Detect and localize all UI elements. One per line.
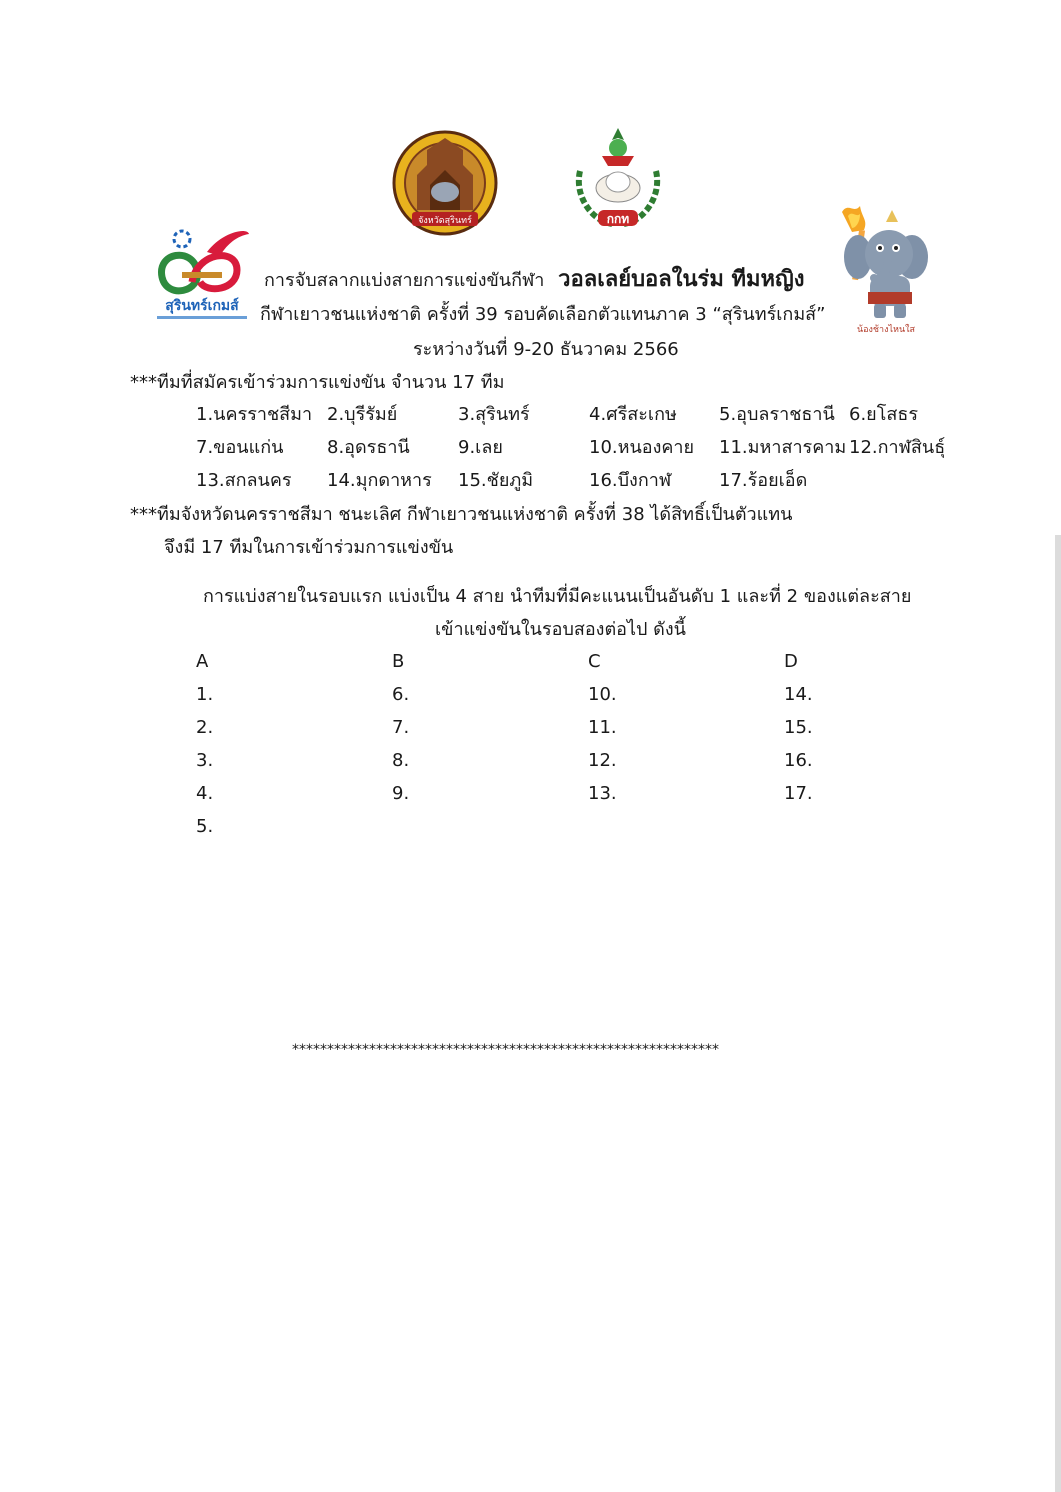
group-header: B (392, 651, 405, 672)
note-line-2: จึงมี 17 ทีมในการเข้าร่วมการแข่งขัน (164, 537, 454, 558)
teams-intro: ***ทีมที่สมัครเข้าร่วมการแข่งขัน จำนวน 17 ทีม (130, 372, 505, 393)
footer-separator: ************************************************************* (292, 1042, 719, 1058)
team-item: 3.สุรินทร์ (458, 404, 530, 425)
team-item: 14.มุกดาหาร (327, 470, 432, 491)
team-item: 9.เลย (458, 437, 503, 458)
note-line-1: ***ทีมจังหวัดนครราชสีมา ชนะเลิศ กีฬาเยาวชนแห่งชาติ ครั้งที่ 38 ได้สิทธิ์เป็นตัวแทน (130, 504, 793, 525)
team-item: 11.มหาสารคาม (719, 437, 847, 458)
groups-intro-line-2: เข้าแข่งขันในรอบสองต่อไป ดังนี้ (435, 619, 686, 640)
team-item: 16.บึงกาฬ (589, 470, 672, 491)
group-slot: 9. (392, 783, 410, 804)
title-line (264, 268, 805, 293)
group-slot: 11. (588, 717, 617, 738)
mascot-elephant (834, 202, 932, 337)
games-logo-text: สุรินทร์เกมส์ (165, 298, 239, 314)
team-item: 13.สกลนคร (196, 470, 292, 491)
group-slot: 2. (196, 717, 214, 738)
group-slot: 16. (784, 750, 813, 771)
team-item: 5.อุบลราชธานี (719, 404, 835, 425)
team-item: 1.นครราชสีมา (196, 404, 313, 425)
scrollbar[interactable] (1055, 535, 1061, 1492)
team-item: 15.ชัยภูมิ (458, 470, 534, 491)
group-header: A (196, 651, 209, 672)
surin-province-seal (392, 130, 498, 236)
group-slot: 7. (392, 717, 410, 738)
team-item: 7.ขอนแก่น (196, 437, 284, 458)
sat-logo (572, 126, 664, 234)
team-item: 12.กาฬสินธุ์ (849, 437, 946, 458)
group-slot: 5. (196, 816, 214, 837)
title-bold: วอลเลย์บอลในร่ม ทีมหญิง (558, 267, 805, 292)
group-slot: 15. (784, 717, 813, 738)
province-seal-text: จังหวัดสุรินทร์ (418, 216, 472, 226)
team-item: 4.ศรีสะเกษ (589, 404, 677, 425)
mascot-caption: น้องช้างไหนใส (856, 325, 916, 335)
groups-intro-line-1: การแบ่งสายในรอบแรก แบ่งเป็น 4 สาย นำทีมที่มีคะแนนเป็นอันดับ 1 และที่ 2 ของแต่ละสาย (203, 586, 912, 607)
team-item: 8.อุดรธานี (327, 437, 410, 458)
group-slot: 10. (588, 684, 617, 705)
group-slot: 6. (392, 684, 410, 705)
surin-games-logo (152, 222, 252, 327)
group-slot: 13. (588, 783, 617, 804)
group-slot: 14. (784, 684, 813, 705)
sat-logo-text: กกท (606, 212, 630, 226)
team-item: 2.บุรีรัมย์ (327, 404, 398, 425)
group-slot: 3. (196, 750, 214, 771)
team-item: 17.ร้อยเอ็ด (719, 470, 808, 491)
team-item: 6.ยโสธร (849, 404, 919, 425)
group-slot: 4. (196, 783, 214, 804)
title-prefix: การจับสลากแบ่งสายการแข่งขันกีฬา (264, 270, 545, 291)
group-slot: 12. (588, 750, 617, 771)
subtitle: กีฬาเยาวชนแห่งชาติ ครั้งที่ 39 รอบคัดเลือกตัวแทนภาค 3 “สุรินทร์เกมส์” (260, 304, 826, 325)
group-slot: 1. (196, 684, 214, 705)
dates: ระหว่างวันที่ 9-20 ธันวาคม 2566 (413, 339, 679, 360)
group-header: D (784, 651, 798, 672)
group-header: C (588, 651, 601, 672)
group-slot: 17. (784, 783, 813, 804)
group-slot: 8. (392, 750, 410, 771)
team-item: 10.หนองคาย (589, 437, 695, 458)
